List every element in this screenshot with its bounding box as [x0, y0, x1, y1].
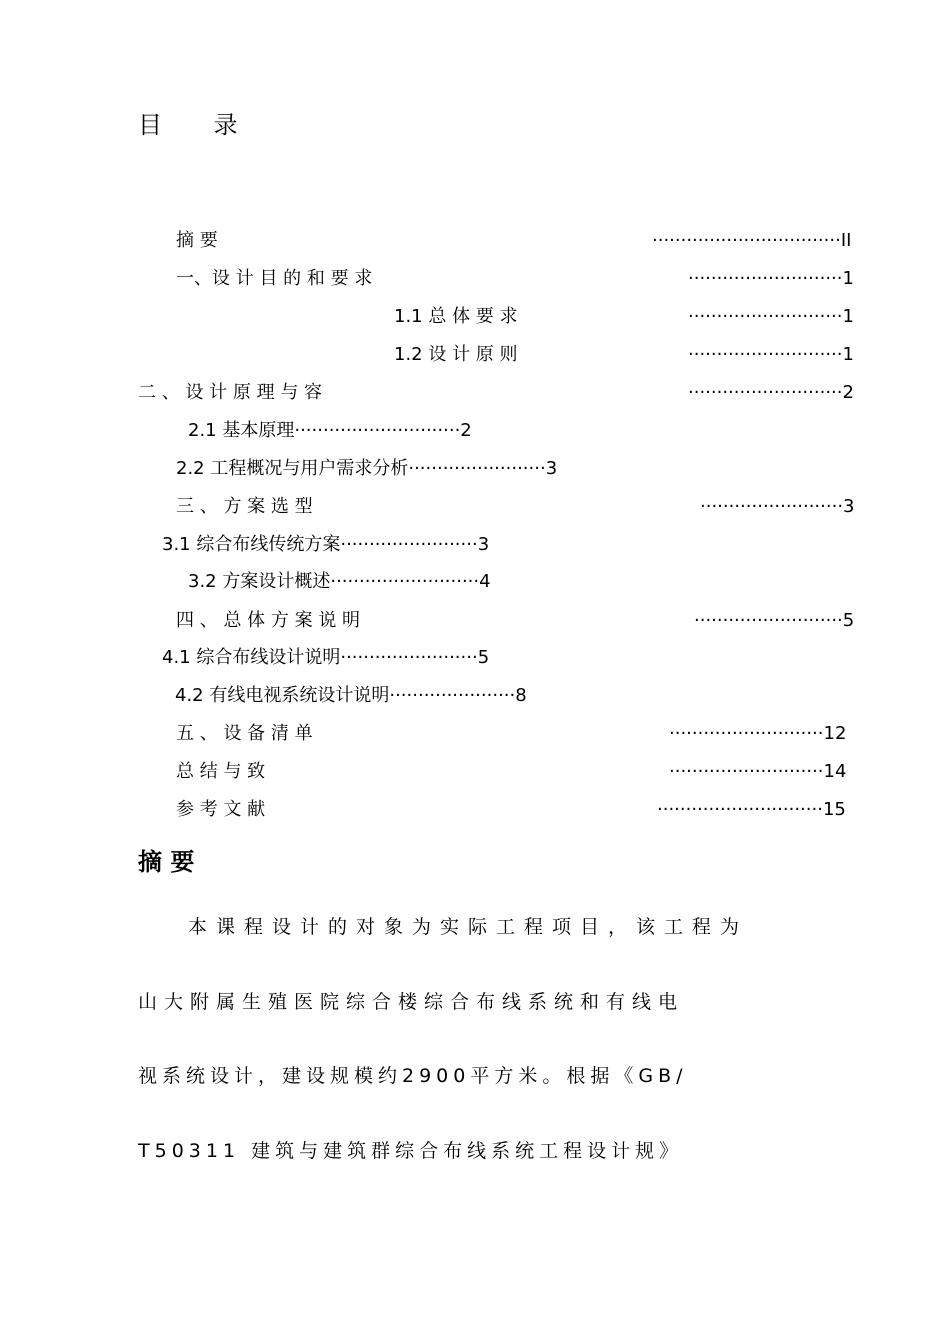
abstract-heading: 摘 要	[138, 848, 195, 876]
toc-title-char-2: 录	[213, 111, 238, 139]
toc-entry-2-1-text: 2.1 基本原理	[188, 420, 295, 441]
toc-entry-ch4-text[interactable]: 四 、 总 体 方 案 说 明	[176, 610, 361, 631]
toc-entry-2-1-page: 2	[460, 420, 472, 441]
toc-entry-1-2-text[interactable]: 1.2 设 计 原 则	[394, 344, 518, 365]
toc-entry-ch2-page: 2	[842, 382, 854, 403]
toc-entry-1-2-leader: ···························1	[688, 344, 854, 365]
toc-entry-ch5-page: 12	[823, 723, 847, 744]
toc-entry-3-1[interactable]: 3.1 综合布线传统方案························3	[162, 534, 490, 555]
toc-title	[138, 113, 238, 137]
toc-entry-4-1-page: 5	[477, 647, 490, 668]
toc-entry-1-1-leader: ···························1	[688, 306, 854, 327]
toc-entry-4-1-text: 4.1 综合布线设计说明	[162, 647, 341, 668]
toc-entry-ch1-leader: ···························1	[688, 268, 854, 289]
toc-entry-ch3-page: 3	[843, 496, 855, 517]
toc-entry-ch3-leader: ·························3	[700, 496, 855, 517]
toc-entry-abstract-page: II	[840, 230, 852, 251]
toc-entry-1-2-page: 1	[842, 344, 854, 365]
toc-entry-ch1-text[interactable]: 一、设 计 目 的 和 要 求	[176, 268, 373, 289]
toc-title-char-1: 目	[138, 111, 162, 139]
toc-entry-references-leader: ·····························15	[657, 799, 846, 820]
toc-entry-1-1-page: 1	[842, 306, 854, 327]
toc-entry-3-2-page: 4	[479, 571, 491, 592]
toc-entry-4-2[interactable]: 4.2 有线电视系统设计说明······················8	[175, 685, 527, 706]
toc-entry-4-2-text: 4.2 有线电视系统设计说明	[175, 685, 390, 706]
toc-entry-3-2-text: 3.2 方案设计概述	[188, 571, 331, 592]
toc-entry-references-page: 15	[822, 799, 846, 820]
toc-entry-3-1-text: 3.1 综合布线传统方案	[162, 534, 341, 555]
toc-entry-ch2-leader: ···························2	[688, 382, 854, 403]
toc-entry-1-1-text[interactable]: 1.1 总 体 要 求	[394, 306, 518, 327]
toc-entry-ch1-page: 1	[842, 268, 854, 289]
toc-entry-summary-text[interactable]: 总 结 与 致	[176, 761, 266, 782]
toc-entry-4-1[interactable]: 4.1 综合布线设计说明························5	[162, 647, 490, 668]
toc-entry-abstract-text[interactable]: 摘 要	[176, 230, 218, 251]
toc-entry-3-1-page: 3	[477, 534, 490, 555]
toc-entry-ch4-page: 5	[842, 610, 855, 631]
toc-entry-summary-page: 14	[823, 761, 847, 782]
toc-entry-3-2[interactable]: 3.2 方案设计概述··························4	[188, 571, 491, 592]
toc-entry-2-2[interactable]: 2.2 工程概况与用户需求分析························3	[176, 458, 558, 479]
abstract-line-2: 山大附属生殖医院综合楼综合布线系统和有线电	[138, 991, 685, 1013]
toc-entry-2-1[interactable]: 2.1 基本原理·····························2	[188, 420, 472, 441]
toc-entry-2-2-text: 2.2 工程概况与用户需求分析	[176, 458, 409, 479]
toc-entry-ch5-leader: ···························12	[669, 723, 847, 744]
toc-entry-summary-leader: ···························14	[669, 761, 847, 782]
abstract-line-3: 视系统设计，建设规模约2900平方米。根据《GB/	[138, 1065, 688, 1087]
toc-entry-references-text[interactable]: 参 考 文 献	[176, 799, 266, 820]
toc-entry-ch4-leader: ··························5	[694, 610, 855, 631]
toc-entry-4-2-page: 8	[515, 685, 527, 706]
abstract-line-4: T50311 建筑与建筑群综合布线系统工程设计规》	[138, 1140, 684, 1162]
toc-entry-ch5-text[interactable]: 五 、 设 备 清 单	[176, 723, 313, 744]
toc-entry-ch2-text[interactable]: 二 、 设 计 原 理 与 容	[138, 382, 323, 403]
toc-entry-abstract-leader: ·································II	[652, 230, 852, 251]
toc-entry-2-2-page: 3	[545, 458, 558, 479]
abstract-line-1: 本课程设计的对象为实际工程项目，该工程为	[188, 916, 749, 938]
toc-entry-ch3-text[interactable]: 三 、 方 案 选 型	[176, 496, 313, 517]
